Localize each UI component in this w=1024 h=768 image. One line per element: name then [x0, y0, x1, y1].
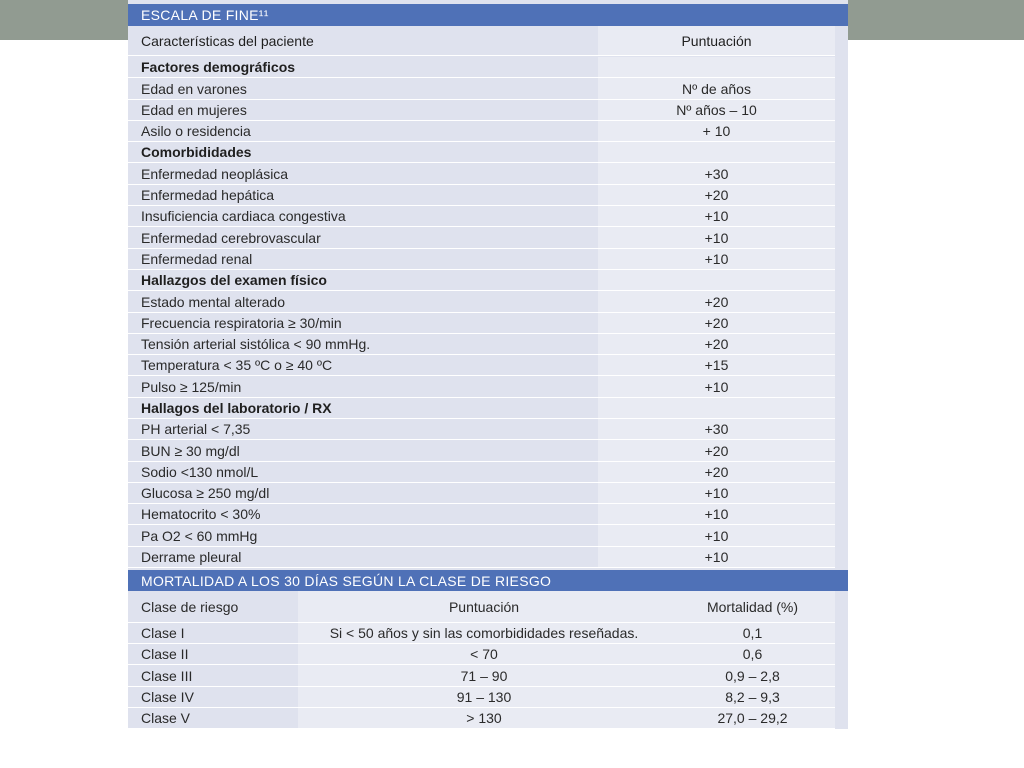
row-label: Enfermedad cerebrovascular — [128, 227, 598, 249]
mortality-header-row — [128, 591, 848, 623]
row-label: Tensión arterial sistólica < 90 mmHg. — [128, 334, 598, 355]
risk-mortality: 8,2 – 9,3 — [670, 687, 835, 708]
mortality-row — [128, 644, 848, 665]
risk-class: Clase IV — [128, 687, 298, 708]
risk-class: Clase II — [128, 644, 298, 665]
row-label: Temperatura < 35 ºC o ≥ 40 ºC — [128, 355, 598, 376]
row-score: +20 — [598, 185, 835, 206]
row-score: +10 — [598, 376, 835, 398]
row-score: +10 — [598, 547, 835, 568]
scale-title-band — [128, 4, 848, 26]
row-label: Sodio <130 nmol/L — [128, 462, 598, 483]
row-score: +20 — [598, 334, 835, 355]
risk-score: 71 – 90 — [298, 665, 670, 687]
row-label: PH arterial < 7,35 — [128, 419, 598, 440]
risk-score: < 70 — [298, 644, 670, 665]
row-score: +10 — [598, 483, 835, 504]
header-score: Puntuación — [298, 591, 670, 623]
row-score: +30 — [598, 419, 835, 440]
risk-class: Clase V — [128, 708, 298, 729]
row-label: Glucosa ≥ 250 mg/dl — [128, 483, 598, 504]
category-row — [128, 398, 848, 419]
scale-title: ESCALA DE FINE¹¹ — [141, 7, 269, 23]
row-label: Frecuencia respiratoria ≥ 30/min — [128, 313, 598, 334]
category-label: Comorbididades — [128, 142, 598, 163]
category-row — [128, 57, 848, 78]
row-label: Hematocrito < 30% — [128, 504, 598, 525]
row-score: +20 — [598, 462, 835, 483]
row-label: Asilo o residencia — [128, 121, 598, 142]
row-score — [598, 398, 835, 419]
row-score: +10 — [598, 504, 835, 525]
row-label: Enfermedad renal — [128, 249, 598, 270]
row-score: Nº años – 10 — [598, 100, 835, 121]
scale-header-row — [128, 26, 848, 56]
row-score: +20 — [598, 291, 835, 313]
mortality-row — [128, 687, 848, 708]
table-row — [128, 525, 848, 547]
risk-mortality: 27,0 – 29,2 — [670, 708, 835, 729]
table-row — [128, 100, 848, 121]
table-row — [128, 227, 848, 249]
row-score: + 10 — [598, 121, 835, 142]
table-row — [128, 504, 848, 525]
table-row — [128, 483, 848, 504]
header-risk-class: Clase de riesgo — [128, 591, 298, 623]
category-label: Factores demográficos — [128, 57, 598, 78]
header-score: Puntuación — [598, 26, 835, 56]
row-score: +30 — [598, 163, 835, 185]
row-score: +20 — [598, 313, 835, 334]
row-label: Enfermedad neoplásica — [128, 163, 598, 185]
table-row — [128, 313, 848, 334]
table-row — [128, 185, 848, 206]
category-row — [128, 142, 848, 163]
risk-class: Clase III — [128, 665, 298, 687]
category-label: Hallazgos del examen físico — [128, 270, 598, 291]
category-label: Hallagos del laboratorio / RX — [128, 398, 598, 419]
mortality-row — [128, 665, 848, 687]
row-score: +10 — [598, 227, 835, 249]
row-label: Edad en varones — [128, 78, 598, 100]
row-score: +10 — [598, 525, 835, 547]
mortality-title-band — [128, 570, 848, 591]
table-row — [128, 376, 848, 398]
table-row — [128, 547, 848, 568]
risk-score: > 130 — [298, 708, 670, 729]
row-label: Edad en mujeres — [128, 100, 598, 121]
mortality-row — [128, 623, 848, 644]
row-label: BUN ≥ 30 mg/dl — [128, 440, 598, 462]
table-row — [128, 163, 848, 185]
table-row — [128, 334, 848, 355]
row-label: Enfermedad hepática — [128, 185, 598, 206]
table-row — [128, 462, 848, 483]
risk-mortality: 0,6 — [670, 644, 835, 665]
header-characteristics: Características del paciente — [128, 26, 598, 56]
table-row — [128, 78, 848, 100]
mortality-row — [128, 708, 848, 729]
row-score: +20 — [598, 440, 835, 462]
row-score — [598, 270, 835, 291]
header-mortality: Mortalidad (%) — [670, 591, 835, 623]
row-score: +15 — [598, 355, 835, 376]
risk-class: Clase I — [128, 623, 298, 644]
table-row — [128, 291, 848, 313]
row-score: +10 — [598, 206, 835, 227]
row-score: +10 — [598, 249, 835, 270]
mortality-title: MORTALIDAD A LOS 30 DÍAS SEGÚN LA CLASE DE RIESGO — [141, 572, 552, 589]
row-label: Insuficiencia cardiaca congestiva — [128, 206, 598, 227]
row-label: Pa O2 < 60 mmHg — [128, 525, 598, 547]
risk-score: Si < 50 años y sin las comorbididades reseñadas. — [298, 623, 670, 644]
risk-mortality: 0,1 — [670, 623, 835, 644]
row-score — [598, 142, 835, 163]
risk-score: 91 – 130 — [298, 687, 670, 708]
risk-mortality: 0,9 – 2,8 — [670, 665, 835, 687]
row-label: Derrame pleural — [128, 547, 598, 568]
row-label: Estado mental alterado — [128, 291, 598, 313]
table-row — [128, 249, 848, 270]
row-score — [598, 57, 835, 78]
row-score: Nº de años — [598, 78, 835, 100]
table-row — [128, 419, 848, 440]
table-row — [128, 355, 848, 376]
table-row — [128, 121, 848, 142]
table-row — [128, 440, 848, 462]
row-label: Pulso ≥ 125/min — [128, 376, 598, 398]
category-row — [128, 270, 848, 291]
table-row — [128, 206, 848, 227]
